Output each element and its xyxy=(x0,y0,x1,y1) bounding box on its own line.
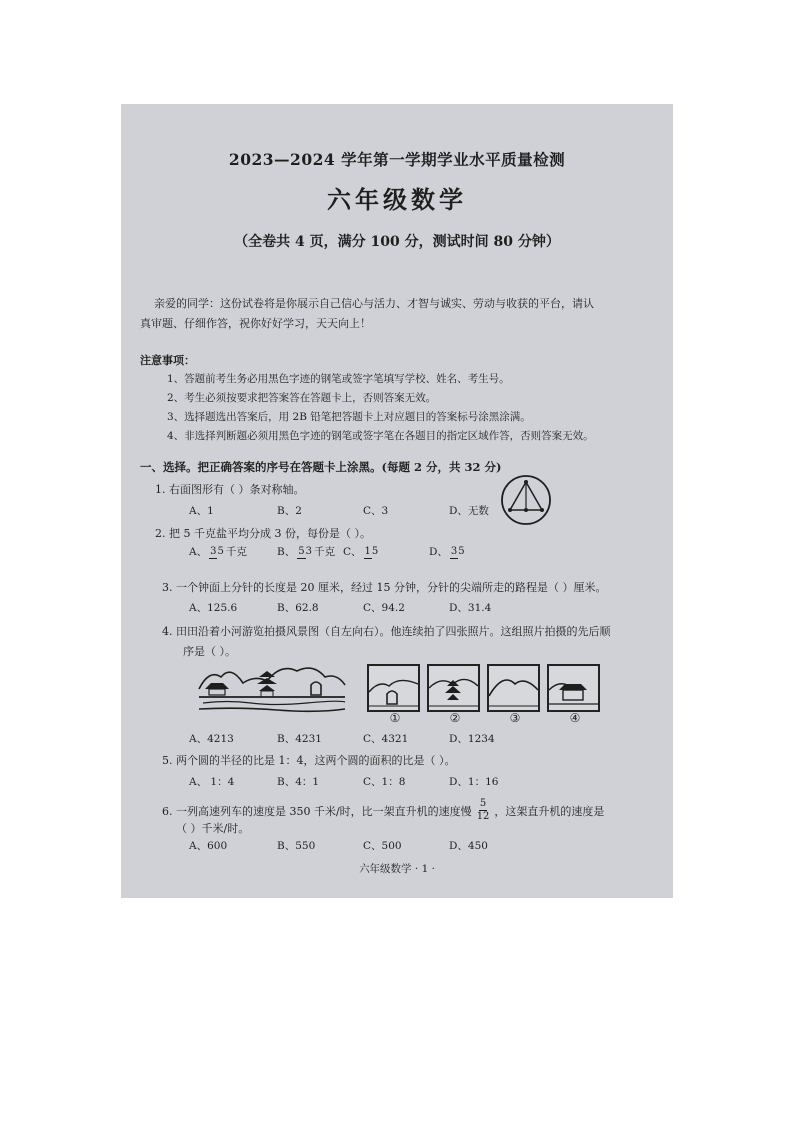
river-landscape-figure xyxy=(197,659,347,717)
q2-option-b-prefix: B、 xyxy=(277,546,296,558)
q1-options xyxy=(189,503,489,518)
question-4-line-2: 序是（ ）。 xyxy=(183,645,236,658)
note-item: 2、考生必须按要求把答案答在答题卡上，否则答案无效。 xyxy=(167,392,437,404)
photo-label-2: ② xyxy=(449,711,461,725)
exam-year-title: 2023—2024 学年第一学期学业水平质量检测 xyxy=(228,150,566,169)
q6-option-a: A、600 xyxy=(189,840,228,852)
q2-option-b xyxy=(277,544,343,559)
fraction-numerator: 3 xyxy=(450,545,458,557)
question-3: 3. 一个钟面上分针的长度是 20 厘米，经过 15 分钟，分针的尖端所走的路程是（ ）厘米。 xyxy=(162,581,607,594)
note-item: 4、非选择判断题必须用黑色字迹的钢笔或签字笔在各题目的指定区域作答，否则答案无效。 xyxy=(167,430,594,442)
exam-page xyxy=(121,104,673,898)
q5-option-a: A、 1：4 xyxy=(189,776,235,788)
q6-options xyxy=(189,838,488,853)
q4-option-c: C、4321 xyxy=(363,733,409,745)
q3-option-b: B、62.8 xyxy=(277,602,319,614)
q2-option-a-fraction xyxy=(209,546,224,559)
photo-label-3: ③ xyxy=(509,711,521,725)
photo-label-1: ① xyxy=(389,711,401,725)
question-4-line-1: 4. 田田沿着小河游览拍摄风景图（自左向右）。他连续拍了四张照片。这组照片拍摄的先后顺 xyxy=(162,625,611,638)
question-2: 2. 把 5 千克盐平均分成 3 份，每份是（ ）。 xyxy=(155,527,371,540)
q2-options xyxy=(189,544,467,559)
q6-option-c: C、500 xyxy=(363,840,402,852)
q3-options xyxy=(189,600,491,615)
q2-option-a-unit: 千克 xyxy=(225,546,247,558)
photo-box-4 xyxy=(547,664,600,712)
q4-option-b: B、4231 xyxy=(277,733,322,745)
q2-option-c-prefix: C、 xyxy=(343,546,362,558)
question-5: 5. 两个圆的半径的比是 1：4，这两个圆的面积的比是（ ）。 xyxy=(162,754,456,767)
q2-option-d-prefix: D、 xyxy=(429,546,448,558)
exam-info: （全卷共 4 页，满分 100 分，测试时间 80 分钟） xyxy=(234,234,560,250)
q5-option-b: B、4：1 xyxy=(277,776,320,788)
q2-option-d-fraction xyxy=(450,546,465,559)
photo-3-drawing xyxy=(489,666,538,710)
photo-box-1 xyxy=(367,664,420,712)
q5-options xyxy=(189,774,498,789)
intro-line-2: 真审题、仔细作答，祝你好好学习，天天向上！ xyxy=(140,317,371,330)
q2-option-d xyxy=(429,544,467,559)
fraction-denominator: 12 xyxy=(476,811,490,822)
q5-option-c: C、1：8 xyxy=(363,776,406,788)
q2-option-a-prefix: A、 xyxy=(189,546,208,558)
question-6-text-b: ，这架直升机的速度是 xyxy=(494,804,605,818)
q3-option-c: C、94.2 xyxy=(363,602,405,614)
q2-option-a xyxy=(189,544,277,559)
fraction-denominator: 5 xyxy=(217,545,224,557)
q2-option-c-fraction xyxy=(364,546,379,559)
q2-option-b-unit: 千克 xyxy=(313,546,335,558)
q5-option-d: D、1：16 xyxy=(449,776,499,788)
question-6-fraction xyxy=(477,799,490,822)
note-item: 3、选择题选出答案后，用 2B 铅笔把答题卡上对应题目的答案标号涂黑涂满。 xyxy=(167,411,531,423)
photo-box-3 xyxy=(487,664,540,712)
q4-option-a: A、4213 xyxy=(189,733,234,745)
question-6-text-a: 6. 一列高速列车的速度是 350 千米/时，比一架直升机的速度慢 xyxy=(162,804,472,818)
q3-option-d: D、31.4 xyxy=(449,602,492,614)
q2-option-b-fraction xyxy=(297,546,312,559)
exam-subject-title: 六年级数学 xyxy=(327,185,467,214)
q4-options xyxy=(189,731,495,746)
fraction-numerator: 1 xyxy=(364,545,371,557)
intro-line-1: 亲爱的同学：这份试卷将是你展示自己信心与活力、才智与诚实、劳动与收获的平台，请认 xyxy=(154,297,594,310)
notes-title: 注意事项： xyxy=(140,354,195,367)
photo-4-drawing xyxy=(549,666,598,710)
fraction-denominator: 5 xyxy=(371,545,379,557)
fraction-numerator: 3 xyxy=(210,545,217,557)
q3-option-a: A、125.6 xyxy=(189,602,238,614)
circle-triangle-figure xyxy=(499,473,553,527)
fraction-numerator: 5 xyxy=(479,798,487,809)
q6-option-d: D、450 xyxy=(449,840,488,852)
question-6-line-2: （ ）千米/时。 xyxy=(176,822,250,835)
q1-option-c: C、3 xyxy=(363,505,389,517)
q1-option-a: A、1 xyxy=(189,505,214,517)
note-item: 1、答题前考生务必用黑色字迹的钢笔或签字笔填写学校、姓名、考生号。 xyxy=(167,373,510,385)
section-1-heading: 一、选择。把正确答案的序号在答题卡上涂黑。(每题 2 分，共 32 分) xyxy=(140,460,502,474)
question-6-line-1 xyxy=(162,799,604,822)
q1-option-d: D、无数 xyxy=(449,505,489,517)
fraction-denominator: 3 xyxy=(305,545,312,557)
photo-box-2 xyxy=(427,664,480,712)
photo-1-drawing xyxy=(369,666,418,710)
q6-option-b: B、550 xyxy=(277,840,316,852)
fraction-numerator: 5 xyxy=(298,545,305,557)
photo-label-4: ④ xyxy=(569,711,581,725)
q4-option-d: D、1234 xyxy=(449,733,495,745)
fraction-denominator: 5 xyxy=(458,545,465,557)
q1-option-b: B、2 xyxy=(277,505,302,517)
question-1: 1. 右面图形有（ ）条对称轴。 xyxy=(155,483,305,496)
page-footer: 六年级数学 · 1 · xyxy=(359,863,435,875)
q2-option-c xyxy=(343,544,429,559)
photo-2-drawing xyxy=(429,666,478,710)
